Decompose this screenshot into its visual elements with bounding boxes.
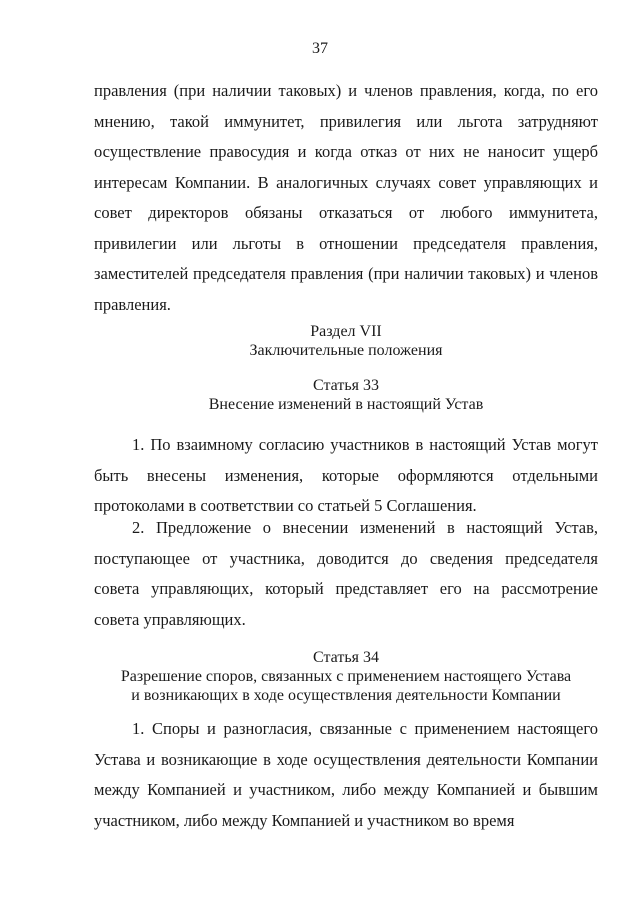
article-34-title-line-1: Разрешение споров, связанных с применением настоящего Устава: [120, 668, 572, 685]
article-33-heading: [94, 376, 598, 414]
article-33-title: Внесение изменений в настоящий Устав: [208, 396, 484, 413]
article-34-paragraph-1-block: [94, 714, 598, 836]
article-34-paragraph-1: 1. Споры и разногласия, связанные с применением настоящего Устава и возникающие в ходе осуществления деятельности Компании между Компанией и участником, либо между Компанией и бывшим участником, либо между Компанией и участником во время: [94, 719, 598, 830]
section-number: Раздел VII: [310, 323, 382, 340]
article-33-paragraph-1: 1. По взаимному согласию участников в настоящий Устав могут быть внесены изменения, которые оформляются отдельными протоколами в соответствии со статьей 5 Соглашения.: [94, 435, 598, 515]
article-34-title-line-2: и возникающих в ходе осуществления деятельности Компании: [131, 687, 561, 704]
article-34-heading: [94, 648, 598, 705]
article-33-paragraph-2: 2. Предложение о внесении изменений в настоящий Устав, поступающее от участника, доводится до сведения председателя совета управляющих, который представляет его на рассмотрение совета управляющих.: [94, 518, 598, 629]
article-33-paragraph-2-block: [94, 513, 598, 635]
section-heading: [94, 322, 598, 360]
continuation-paragraph-block: [94, 76, 598, 320]
article-33-paragraph-1-block: [94, 430, 598, 522]
continuation-paragraph: правления (при наличии таковых) и членов правления, когда, по его мнению, такой иммунитет, привилегия или льгота затрудняют осуществление правосудия и когда отказ от них не наносит ущерб интересам Компании. В аналогичных случаях совет управляющих и совет директоров обязаны отказаться от любого иммунитета, привилегии или льготы в отношении председателя правления, заместителей председателя правления (при наличии таковых) и членов правления.: [94, 81, 598, 314]
section-title: Заключительные положения: [249, 342, 443, 359]
article-34-number: Статья 34: [313, 649, 379, 666]
article-33-number: Статья 33: [313, 377, 379, 394]
page-number: 37: [312, 40, 328, 57]
